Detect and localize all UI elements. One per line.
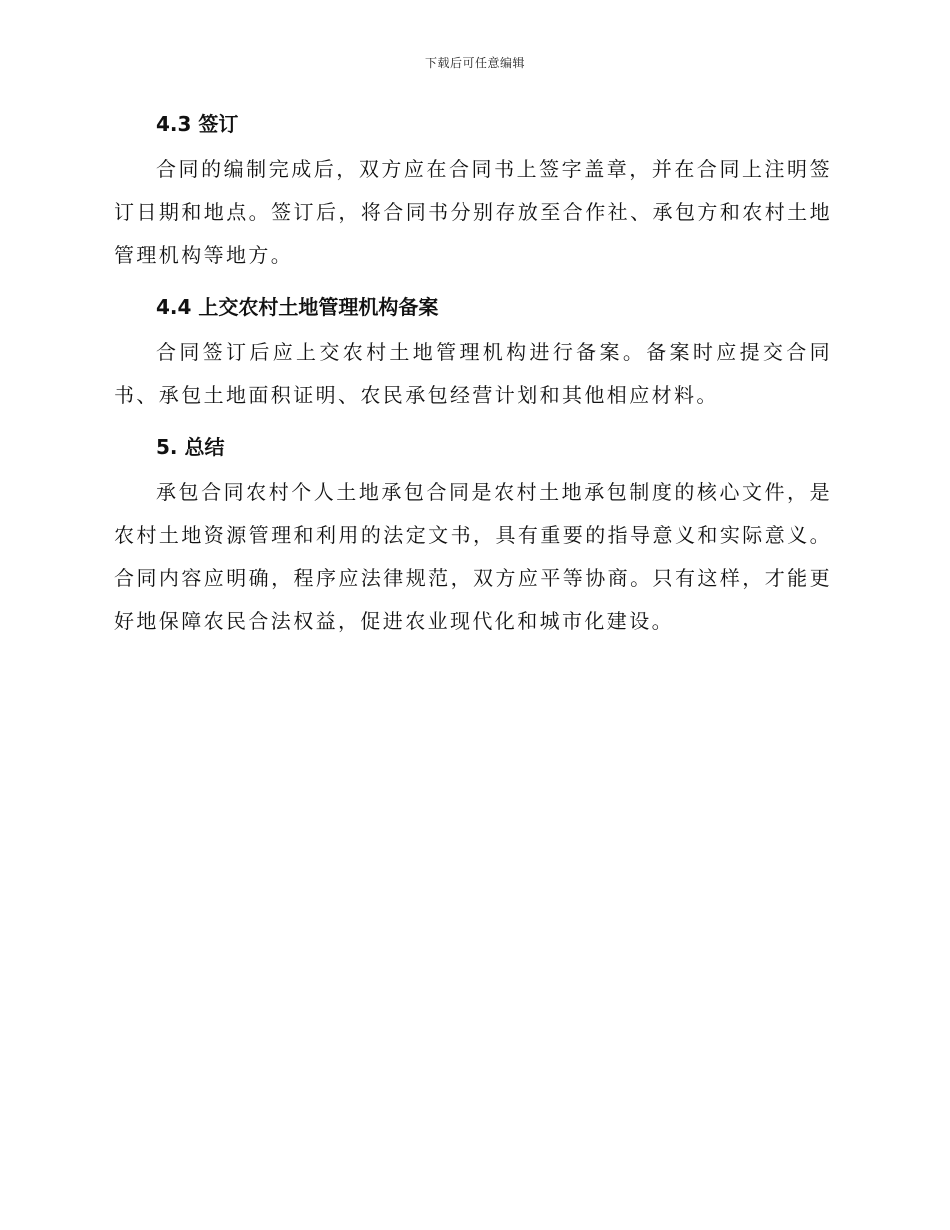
document-body <box>114 108 832 651</box>
section-heading: 5. 总结 <box>156 435 225 459</box>
section-4-4 <box>114 291 832 417</box>
section-paragraph: 承包合同农村个人土地承包合同是农村土地承包制度的核心文件，是农村土地资源管理和利用的法定文书，具有重要的指导意义和实际意义。合同内容应明确，程序应法律规范，双方应平等协商。只有这样，才能更好地保障农民合法权益，促进农业现代化和城市化建设。 <box>114 480 832 633</box>
section-heading: 4.4 上交农村土地管理机构备案 <box>156 295 439 319</box>
section-heading: 4.3 签订 <box>156 112 239 136</box>
header-note: 下载后可任意编辑 <box>424 56 525 70</box>
section-4-3 <box>114 108 832 277</box>
section-paragraph: 合同的编制完成后，双方应在合同书上签字盖章，并在合同上注明签订日期和地点。签订后，将合同书分别存放至合作社、承包方和农村土地管理机构等地方。 <box>114 157 832 267</box>
section-paragraph: 合同签订后应上交农村土地管理机构进行备案。备案时应提交合同书、承包土地面积证明、农民承包经营计划和其他相应材料。 <box>114 340 832 407</box>
section-5 <box>114 431 832 643</box>
